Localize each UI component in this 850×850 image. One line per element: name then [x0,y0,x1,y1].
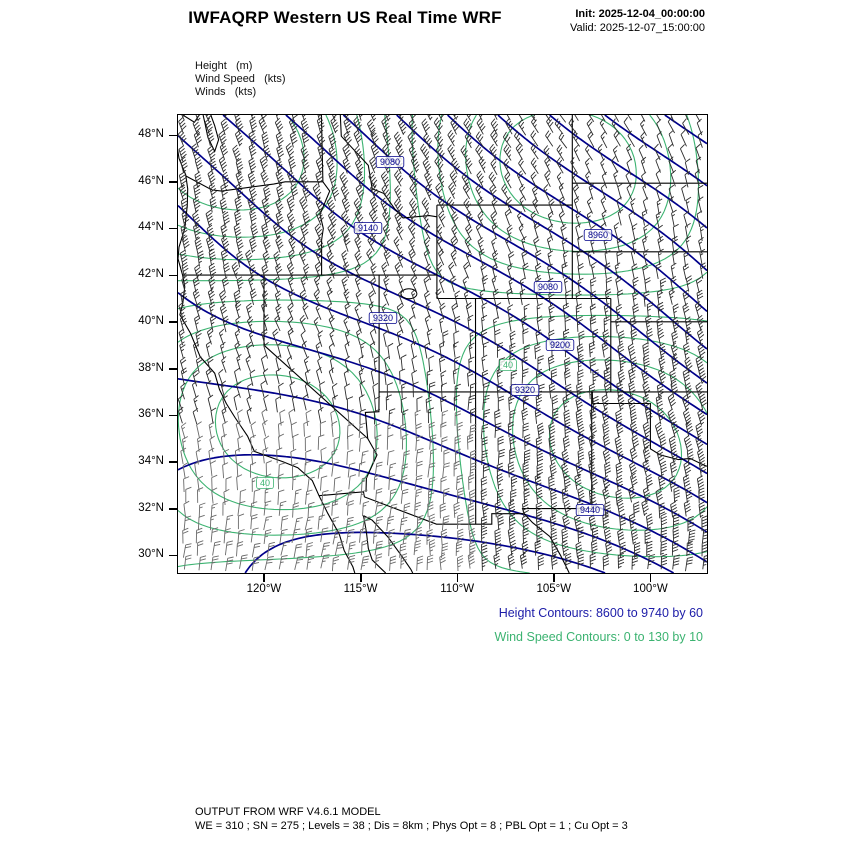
y-tick-label: 30°N [138,548,164,561]
y-axis-tick [169,228,178,230]
height-contour-label: 9080 [537,282,559,293]
geo-border [592,404,707,467]
y-axis-tick [169,275,178,277]
height-contour-label: 9320 [372,313,394,324]
x-axis-tick [263,574,265,582]
height-contour-note: Height Contours: 8600 to 9740 by 60 [498,606,703,620]
height-contour-label: 9140 [357,223,379,234]
variable-legend [195,60,285,99]
height-contour-label: 8960 [587,230,609,241]
x-tick-label: 115°W [343,583,378,595]
x-tick-label: 100°W [633,583,668,595]
y-tick-label: 38°N [138,361,164,374]
valid-timestamp: Valid: 2025-12-07_15:00:00 [570,21,705,34]
height-contour-label: 9320 [514,385,536,396]
y-axis-tick [169,368,178,370]
y-axis-tick [169,415,178,417]
y-axis-tick [169,135,178,137]
y-axis-tick [169,181,178,183]
model-footer [195,806,628,833]
model-config-line: WE = 310 ; SN = 275 ; Levels = 38 ; Dis = 8km ; Phys Opt = 8 ; PBL Opt = 1 ; Cu Opt = 3 [195,819,628,832]
x-axis-tick [650,574,652,582]
legend-item: Wind Speed (kts) [195,73,286,85]
height-contour-label: 9080 [379,157,401,168]
y-axis-tick [169,321,178,323]
wind-speed-contour-label: 40 [502,360,514,371]
y-tick-label: 46°N [138,174,164,187]
height-contour [178,206,707,503]
y-tick-label: 36°N [138,408,164,421]
y-axis-tick [169,461,178,463]
legend-item: Winds (kts) [195,86,257,98]
geo-border [203,115,219,151]
map-frame [177,114,708,574]
y-axis-tick [169,555,178,557]
weather-map-canvas [178,115,707,573]
height-contour [448,115,707,311]
x-tick-label: 120°W [246,583,282,595]
page-title: IWFAQRP Western US Real Time WRF [188,8,502,27]
y-tick-label: 48°N [138,128,164,141]
wind-contour-note: Wind Speed Contours: 0 to 130 by 10 [494,630,703,644]
y-tick-label: 32°N [138,501,164,514]
init-timestamp: Init: 2025-12-04_00:00:00 [575,8,705,20]
wind-speed-contour-label: 40 [259,478,271,489]
y-axis-tick [169,508,178,510]
x-axis-tick [553,574,555,582]
legend-item: Height (m) [195,60,253,72]
x-tick-label: 105°W [536,583,572,595]
y-tick-label: 44°N [138,221,164,234]
y-tick-label: 34°N [138,454,164,467]
x-axis-tick [360,574,362,582]
model-output-line: OUTPUT FROM WRF V4.6.1 MODEL [195,806,381,818]
y-tick-label: 40°N [138,314,164,327]
geo-border [364,516,413,573]
x-tick-label: 110°W [440,583,475,595]
height-contour-label: 9200 [549,340,571,351]
run-times [430,8,705,35]
x-axis-tick [457,574,459,582]
height-contour-label: 9440 [579,505,601,516]
y-tick-label: 42°N [138,268,164,281]
